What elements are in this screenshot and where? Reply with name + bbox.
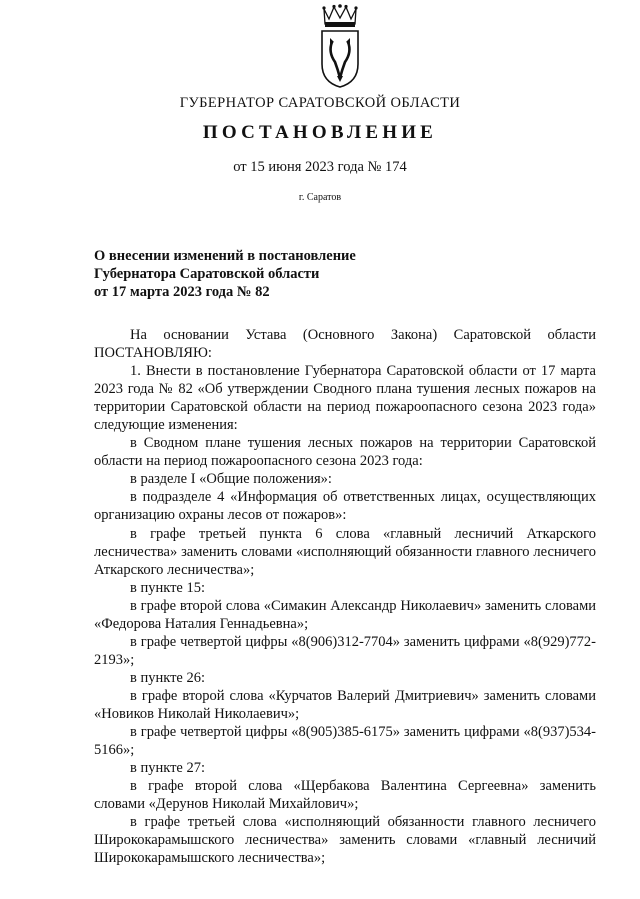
body-paragraph: в пункте 27:	[130, 760, 206, 777]
body-paragraph: в Сводном плане тушения лесных пожаров на территории Саратовской области на период пожароопасного сезона 2023 года:	[94, 435, 596, 470]
document-subject	[94, 247, 494, 301]
subject-line: О внесении изменений в постановление	[94, 248, 356, 264]
document-type-title: ПОСТАНОВЛЕНИЕ	[202, 122, 438, 143]
document-date-number: от 15 июня 2023 года № 174	[233, 159, 407, 175]
body-paragraph: в графе второй слова «Щербакова Валентина Сергеевна» заменить словами «Дерунов Николай Михайлович»;	[94, 778, 596, 813]
document-city: г. Саратов	[298, 192, 342, 203]
body-paragraph: На основании Устава (Основного Закона) Саратовской области ПОСТАНОВЛЯЮ:	[94, 327, 596, 362]
subject-line: Губернатора Саратовской области	[94, 266, 320, 282]
body-paragraph: в графе четвертой цифры «8(905)385-6175» заменить цифрами «8(937)534-5166»;	[94, 724, 596, 759]
body-paragraph: в графе третьей пункта 6 слова «главный лесничий Аткарского лесничества» заменить словами «исполняющий обязанности главного лесничего Аткарского лесничества»;	[94, 525, 596, 578]
body-paragraph: в подразделе 4 «Информация об ответственных лицах, осуществляющих организацию охраны лесов от пожаров»:	[94, 489, 596, 524]
document-body	[94, 326, 596, 867]
body-paragraph: в графе второй слова «Курчатов Валерий Дмитриевич» заменить словами «Новиков Николай Николаевич»;	[94, 687, 596, 722]
saratov-coat-of-arms-icon	[318, 4, 362, 88]
body-paragraph: в пункте 15:	[130, 579, 206, 596]
body-paragraph: в графе третьей слова «исполняющий обязанности главного лесничего Ширококарамышского лесничества» заменить словами «главный лесничий Ширококарамышского лесничества»;	[94, 814, 596, 867]
body-paragraph: 1. Внести в постановление Губернатора Саратовской области от 17 марта 2023 года № 82 «Об утверждении Сводного плана тушения лесных пожаров на территории Саратовской области на период пожароопасного сезона 2023 года» следующие изменения:	[94, 363, 596, 434]
body-paragraph: в графе второй слова «Симакин Александр Николаевич» заменить словами «Федорова Наталия Геннадьевна»;	[94, 597, 596, 632]
body-paragraph: в графе четвертой цифры «8(906)312-7704» заменить цифрами «8(929)772-2193»;	[94, 633, 596, 668]
body-paragraph: в пункте 26:	[130, 669, 206, 686]
body-paragraph: в разделе I «Общие положения»:	[130, 471, 332, 488]
issuing-authority: ГУБЕРНАТОР САРАТОВСКОЙ ОБЛАСТИ	[179, 95, 461, 111]
subject-line: от 17 марта 2023 года № 82	[94, 284, 270, 300]
